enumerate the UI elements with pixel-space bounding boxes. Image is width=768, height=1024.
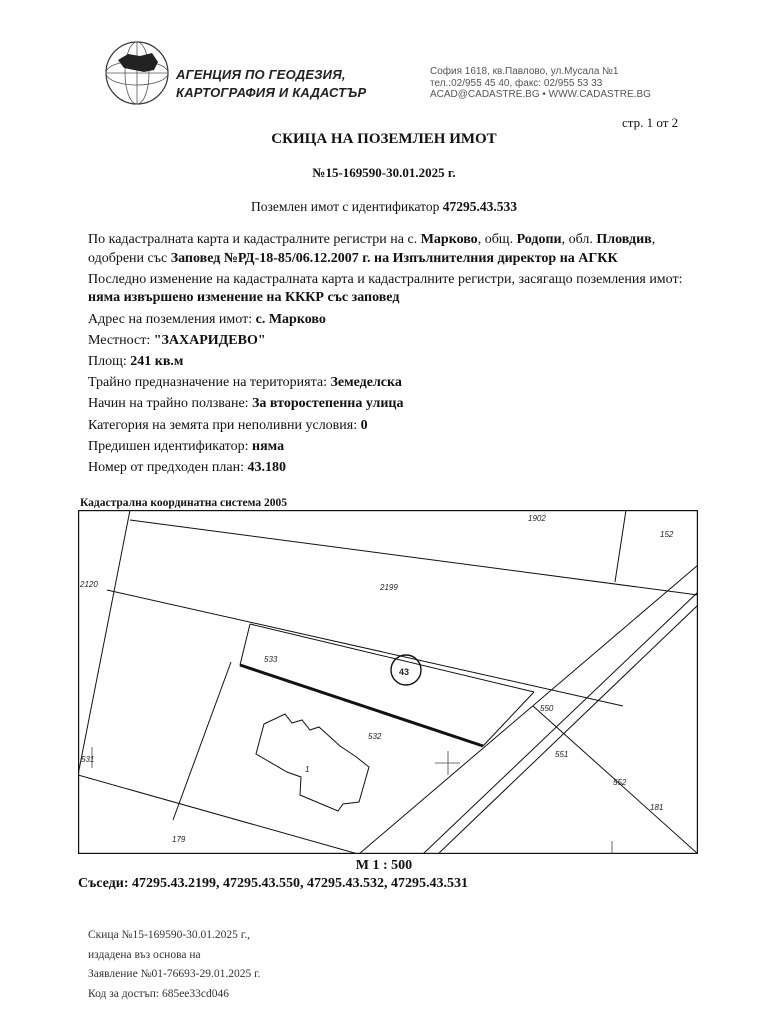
footer-access-code: Код за достъп: 685ee33cd046 bbox=[88, 987, 230, 1000]
territory-purpose: Трайно предназначение на територията: Земеделска bbox=[88, 375, 402, 391]
document-title: СКИЦА НА ПОЗЕМЛЕН ИМОТ bbox=[271, 131, 497, 147]
document-number: №15-169590-30.01.2025 г. bbox=[312, 165, 456, 180]
agency-contact bbox=[430, 66, 651, 101]
label-533: 533 bbox=[264, 655, 278, 664]
cadastral-map bbox=[78, 510, 698, 854]
locality: Местност: "ЗАХАРИДЕВО" bbox=[88, 332, 266, 348]
map-frame bbox=[79, 511, 698, 854]
footer-sketch-number: Скица №15-169590-30.01.2025 г., bbox=[88, 929, 250, 941]
road-median bbox=[423, 592, 698, 854]
label-550: 550 bbox=[540, 704, 554, 713]
road-west-edge bbox=[359, 565, 698, 854]
label-181: 181 bbox=[650, 803, 664, 812]
last-change: Последно изменение на кадастралната карта и кадастралните регистри, засягащо поземления имот: няма извършено изменение на КККР със заповед bbox=[88, 271, 683, 306]
boundary-533-east bbox=[483, 692, 534, 746]
area: Площ: 241 кв.м bbox=[88, 353, 184, 369]
footer-application: Заявление №01-76693-29.01.2025 г. bbox=[88, 968, 261, 980]
boundary-533-west bbox=[240, 624, 250, 665]
usage-type: Начин на трайно ползване: За второстепенна улица bbox=[88, 396, 404, 412]
boundary-531-south bbox=[78, 775, 358, 854]
label-532: 532 bbox=[368, 732, 382, 741]
footer-basis: издадена въз основа на bbox=[88, 948, 201, 961]
label-179: 179 bbox=[172, 835, 186, 844]
agency-address: София 1618, кв.Павлово, ул.Мусала №1 bbox=[430, 66, 619, 77]
footer-issuance bbox=[88, 926, 260, 1004]
coordinate-system: Кадастрална координатна система 2005 bbox=[80, 497, 287, 509]
boundary-2199-1902 bbox=[130, 520, 698, 595]
cadastre-basis: По кадастралната карта и кадастралните регистри на с. Марково, общ. Родопи, обл. Пловдив, одобрени със Заповед №РД-18-85/06.12.2007 г. на Изпълнителния директор на АГКК bbox=[88, 232, 656, 266]
agency-name: АГЕНЦИЯ ПО ГЕОДЕЗИЯ, КАРТОГРАФИЯ И КАДАСТЪР bbox=[176, 67, 367, 100]
land-category: Категория на земята при неполивни условия: 0 bbox=[88, 417, 368, 433]
neighbors: Съседи: 47295.43.2199, 47295.43.550, 47295.43.532, 47295.43.531 bbox=[78, 876, 468, 891]
boundary-533-south bbox=[240, 665, 483, 746]
label-1902: 1902 bbox=[528, 514, 546, 523]
agency-logo bbox=[104, 40, 170, 106]
label-building-1: 1 bbox=[305, 765, 310, 774]
property-address: Адрес на поземления имот: с. Марково bbox=[88, 311, 326, 327]
building-outline bbox=[256, 714, 369, 811]
page-number: стр. 1 от 2 bbox=[622, 115, 679, 130]
label-531: 531 bbox=[81, 755, 95, 764]
label-152: 152 bbox=[660, 530, 674, 539]
label-2199: 2199 bbox=[380, 583, 398, 592]
label-43: 43 bbox=[399, 667, 410, 677]
boundary-1902-152 bbox=[615, 510, 626, 582]
previous-identifier: Предишен идентификатор: няма bbox=[88, 438, 285, 454]
property-identifier: Поземлен имот с идентификатор 47295.43.533 bbox=[251, 199, 517, 214]
property-details bbox=[88, 231, 703, 477]
boundary-2120-west bbox=[78, 510, 130, 775]
label-551: 551 bbox=[555, 750, 569, 759]
boundary-532-west bbox=[173, 662, 231, 820]
road-east-edge bbox=[438, 605, 698, 854]
agency-web: ACAD@CADASTRE.BG • WWW.CADASTRE.BG bbox=[430, 89, 651, 100]
boundary-2120-2199 bbox=[107, 590, 623, 706]
label-552: 552 bbox=[613, 778, 627, 787]
map-scale: М 1 : 500 bbox=[355, 858, 413, 873]
previous-plan-number: Номер от предходен план: 43.180 bbox=[88, 459, 286, 475]
label-2120: 2120 bbox=[80, 580, 98, 589]
agency-phone: тел.:02/955 45 40, факс: 02/955 53 33 bbox=[430, 77, 603, 89]
